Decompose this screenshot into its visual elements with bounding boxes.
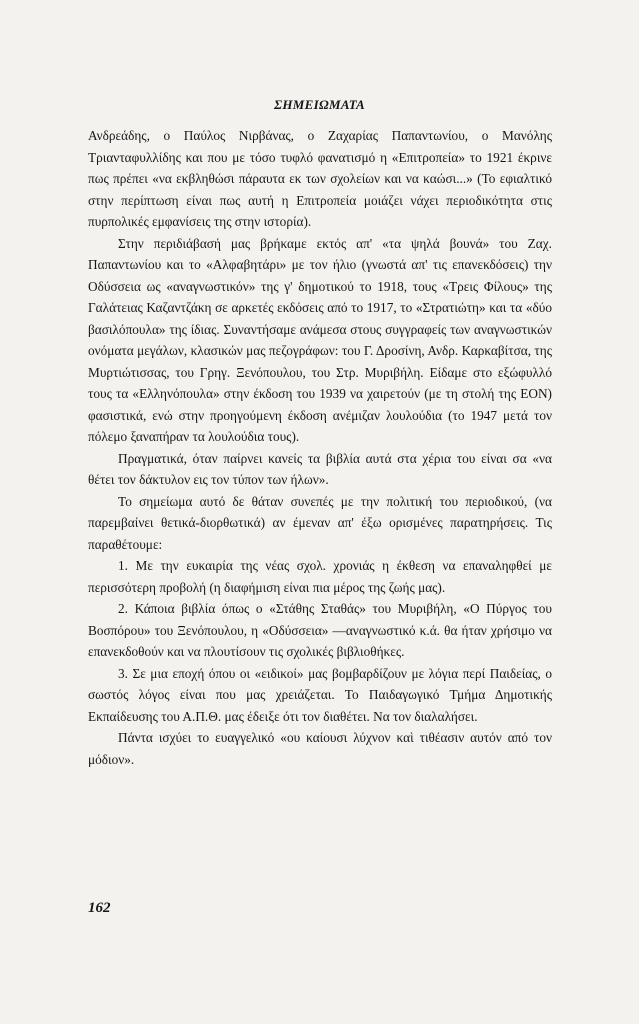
page-number: 162: [88, 900, 111, 916]
paragraph-observations-intro: Το σημείωμα αυτό δε θάταν συνεπές με την πολιτική του περιοδικού, (να παρεμβαίνει θετικά-διορθωτικά) αν έμεναν απ' έξω ορισμένες παρατηρήσεις. Τις παραθέτουμε:: [88, 493, 552, 552]
paragraph-point-1: 1. Με την ευκαιρία της νέας σχολ. χρονιάς η έκθεση να επαναληφθεί με περισσότερη προβολή (η διαφήμιση είναι πια μέρος της ζωής μας).: [88, 558, 552, 595]
section-title: ΣΗΜΕΙΩΜΑΤΑ: [274, 97, 365, 112]
paragraph-reflection: Πραγματικά, όταν παίρνει κανείς τα βιβλία αυτά στα χέρια του είναι σα «να θέτει τον δάκτυλον εις τον τύπον των ήλων».: [88, 450, 552, 487]
paragraph-continuation: Ανδρεάδης, ο Παύλος Νιρβάνας, ο Ζαχαρίας Παπαντωνίου, ο Μανόλης Τριανταφυλλίδης και που με τόσο τυφλό φανατισμό η «Επιτροπεία» το 1921 έκρινε πως πρέπει «να εκβληθώσι πάραυτα εκ των σχολείων και να καώσι...» (Το εφιαλτικό στην περίπτωση είναι πως αυτή η Επιτροπεία μοιάζει νάχει περιοδικότητα στις πυρπολικές εμφανίσεις της στην ιστορία).: [88, 128, 552, 229]
paragraph-closing: Πάντα ισχύει το ευαγγελικό «ου καίουσι λύχνον καὶ τιθέασιν αυτόν από τον μόδιον».: [88, 730, 552, 767]
paragraph-point-3: 3. Σε μια εποχή όπου οι «ειδικοί» μας βομβαρδίζουν με λόγια περί Παιδείας, ο σωστός λόγος είναι που μας χρειάζεται. Το Παιδαγωγικό Τμήμα Δημοτικής Εκπαίδευσης του Α.Π.Θ. μας έδειξε ότι τον διαθέτει. Να τον διαλαλήσει.: [88, 665, 552, 724]
body-text: [88, 125, 552, 770]
paragraph-point-2: 2. Κάποια βιβλία όπως ο «Στάθης Σταθάς» του Μυριβήλη, «Ο Πύργος του Βοσπόρου» του Ξενόπουλου, η «Οδύσσεια» —αναγνωστικό κ.ά. θα ήταν χρήσιμο να επανεκδοθούν και να πλουτίσουν τις σχολικές βιβλιοθήκες.: [88, 601, 552, 659]
paragraph-readers-survey: Στην περιδιάβασή μας βρήκαμε εκτός απ' «τα ψηλά βουνά» του Ζαχ. Παπαντωνίου και το «Αλφαβητάρι» με τον ήλιο (γνωστά απ' τις επανεκδόσεις) την Οδύσσεια ως «αναγνωστικόν» της γ' δημοτικού το 1918, τους «Τρεις Φίλους» της Γαλάτειας Καζαντζάκη σε αρκετές εκδόσεις από το 1917, το «Στρατιώτη» και τα «δύο βασιλόπουλα» της ίδιας. Συναντήσαμε ανάμεσα στους συγγραφείς των αναγνωστικών ονόματα μεγάλων, κλασικών μας πεζογράφων: του Γ. Δροσίνη, Ανδρ. Καρκαβίτσα, της Μυρτιώτισσας, του Γρηγ. Ξενόπουλου, του Στρ. Μυριβήλη. Είδαμε στο εξώφυλλό τους τα «Ελληνόπουλα» στην έκδοση του 1939 να χαιρετούν (με τη στολή της ΕΟΝ) φασιστικά, ενώ στην προηγούμενη έκδοση ανέμιζαν λουλούδια (το 1947 μετά τον πόλεμο ξαναπήραν τα λουλούδια τους).: [88, 235, 552, 444]
